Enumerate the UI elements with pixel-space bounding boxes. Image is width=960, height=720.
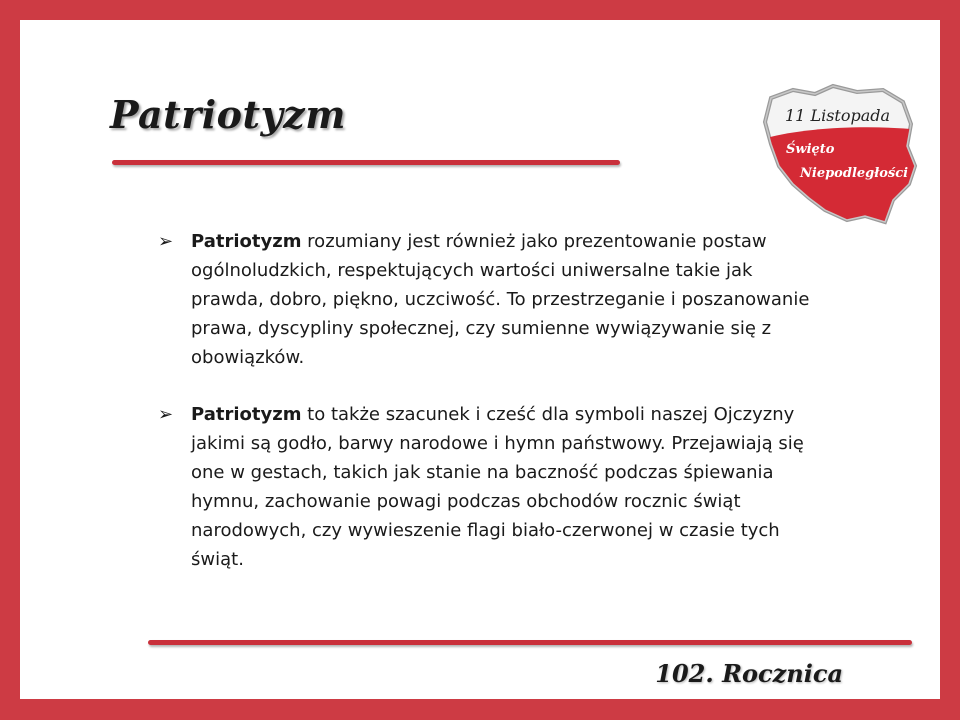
footer-anniversary: 102. Rocznica: [655, 659, 843, 688]
bullet-text: rozumiany jest również jako prezentowanie postaw ogólnoludzkich, respektujących wartości uniwersalne takie jak prawda, dobro, piękno, uczciwość. To przestrzeganie i poszanowanie prawa, dyscypliny społecznej, czy sumienne wywiązywanie się z obowiązków.: [191, 231, 810, 368]
slide: [20, 20, 940, 699]
arrow-bullet-icon: ➢: [158, 231, 174, 252]
slide-title: Patriotyzm: [110, 92, 346, 137]
bullet-item: [158, 227, 818, 372]
footer-rule: [148, 640, 912, 645]
badge-holiday-line2: Niepodległości: [800, 166, 909, 181]
bullet-term: Patriotyzm: [191, 231, 302, 252]
bullet-term: Patriotyzm: [191, 404, 302, 425]
bullet-list: [158, 227, 818, 602]
badge-holiday-line1: Święto: [786, 142, 835, 157]
arrow-bullet-icon: ➢: [158, 404, 174, 425]
independence-day-badge: [753, 80, 923, 230]
title-underline: [112, 160, 620, 165]
badge-date: 11 Listopada: [785, 106, 891, 125]
bullet-item: [158, 400, 818, 574]
poland-map-icon: [753, 80, 923, 230]
bullet-text: to także szacunek i cześć dla symboli naszej Ojczyzny jakimi są godło, barwy narodowe i hymn państwowy. Przejawiają się one w gestach, takich jak stanie na baczność podczas śpiewania hymnu, zachowanie powagi podczas obchodów rocznic świąt narodowych, czy wywieszenie flagi biało-czerwonej w czasie tych świąt.: [191, 404, 804, 570]
